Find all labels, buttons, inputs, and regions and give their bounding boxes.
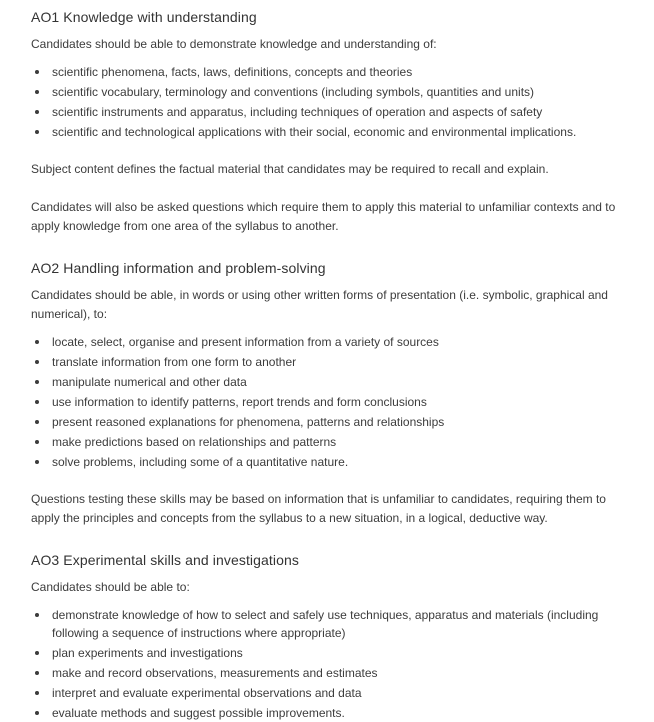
bullet-item: manipulate numerical and other data [31, 373, 623, 391]
bullet-item: plan experiments and investigations [31, 644, 623, 662]
bullet-item: demonstrate knowledge of how to select and safely use techniques, apparatus and materials (including following a sequence of instructions where appropriate) [31, 606, 623, 642]
bullet-item: make predictions based on relationships and patterns [31, 433, 623, 451]
bullet-item: use information to identify patterns, report trends and form conclusions [31, 393, 623, 411]
section-ao1-intro: Candidates should be able to demonstrate knowledge and understanding of: [31, 37, 437, 51]
bullet-item: scientific and technological applications with their social, economic and environmental implications. [31, 123, 623, 141]
section-ao2-intro: Candidates should be able, in words or using other written forms of presentation (i.e. symbolic, graphical and numerical), to: [31, 288, 608, 321]
body-paragraph: Subject content defines the factual material that candidates may be required to recall and explain. [31, 162, 549, 176]
section-ao3 [31, 552, 623, 722]
bullet-item: make and record observations, measurements and estimates [31, 664, 623, 682]
section-ao2-heading: AO2 Handling information and problem-solving [31, 260, 326, 276]
section-ao1-bullet-list [31, 63, 623, 141]
bullet-item: interpret and evaluate experimental observations and data [31, 684, 623, 702]
bullet-item: present reasoned explanations for phenomena, patterns and relationships [31, 413, 623, 431]
bullet-item: translate information from one form to another [31, 353, 623, 371]
body-paragraph: Questions testing these skills may be based on information that is unfamiliar to candidates, requiring them to apply the principles and concepts from the syllabus to a new situation, in a logical, deductive way. [31, 492, 606, 525]
section-ao3-intro: Candidates should be able to: [31, 580, 190, 594]
section-ao3-heading: AO3 Experimental skills and investigations [31, 552, 299, 568]
body-paragraph: Candidates will also be asked questions which require them to apply this material to unfamiliar contexts and to apply knowledge from one area of the syllabus to another. [31, 200, 616, 233]
bullet-item: solve problems, including some of a quantitative nature. [31, 453, 623, 471]
section-ao2 [31, 260, 623, 528]
bullet-item: evaluate methods and suggest possible improvements. [31, 704, 623, 722]
section-ao1-heading: AO1 Knowledge with understanding [31, 9, 257, 25]
section-ao3-bullet-list [31, 606, 623, 722]
bullet-item: scientific phenomena, facts, laws, definitions, concepts and theories [31, 63, 623, 81]
bullet-item: scientific instruments and apparatus, including techniques of operation and aspects of safety [31, 103, 623, 121]
bullet-item: locate, select, organise and present information from a variety of sources [31, 333, 623, 351]
section-ao1 [31, 9, 623, 236]
section-ao2-bullet-list [31, 333, 623, 471]
bullet-item: scientific vocabulary, terminology and conventions (including symbols, quantities and units) [31, 83, 623, 101]
